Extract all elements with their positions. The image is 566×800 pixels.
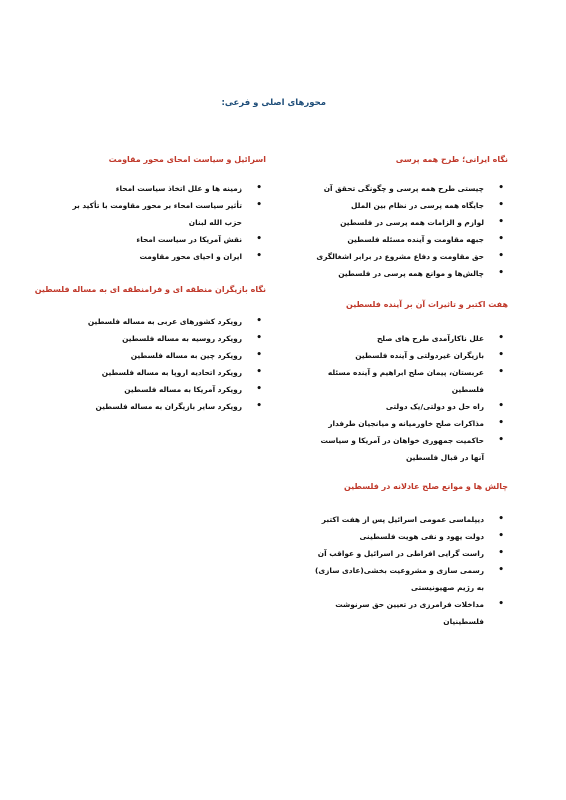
bullet-icon: •	[256, 384, 262, 394]
bullet-icon: •	[256, 350, 262, 360]
list-item: • تأثیر سیاست امحاء بر محور مقاومت با تأکید بر حزب الله لبنان	[66, 197, 266, 231]
section-october-seven	[288, 300, 508, 309]
list-item: • جایگاه همه پرسی در نظام بین الملل	[288, 197, 508, 214]
list-item: • حاکمیت جمهوری خواهان در آمریکا و سیاست آنها در قبال فلسطین	[316, 432, 508, 466]
bullet-icon: •	[256, 367, 262, 377]
list-item: • رویکرد روسیه به مساله فلسطین	[51, 330, 266, 347]
bullet-icon: •	[256, 316, 262, 326]
bullet-icon: •	[256, 333, 262, 343]
bullet-icon: •	[498, 565, 504, 575]
main-title: محورهای اصلی و فرعی:	[221, 98, 326, 108]
list-item: • مداخلات فرامرزی در تعیین حق سرنوشت فلسطینیان	[312, 596, 508, 630]
section-title: هفت اکتبر و تاثیرات آن بر آینده فلسطین	[346, 300, 508, 309]
bullet-icon: •	[498, 401, 504, 411]
bullet-icon: •	[256, 200, 262, 210]
section-iranian-view	[288, 155, 508, 164]
section-title: نگاه بازیگران منطقه ای و فرامنطقه ای به مساله فلسطین	[34, 285, 266, 294]
list-item: • علل ناکارآمدی طرح های صلح	[316, 330, 508, 347]
list-item: • لوازم و الزامات همه پرسی در فلسطین	[288, 214, 508, 231]
section-actors-view	[34, 285, 266, 294]
bullet-icon: •	[498, 514, 504, 524]
bullet-icon: •	[256, 401, 262, 411]
section-title: اسرائیل و سیاست امحای محور مقاومت	[108, 155, 266, 164]
list-item: • بازیگران غیردولتی و آینده فلسطین	[316, 347, 508, 364]
list-item: • راه حل دو دولتی/یک دولتی	[316, 398, 508, 415]
list-item: • نقش آمریکا در سیاست امحاء	[66, 231, 266, 248]
list-item: • رویکرد کشورهای عربی به مساله فلسطین	[51, 313, 266, 330]
list-item: • زمینه ها و علل اتخاذ سیاست امحاء	[66, 180, 266, 197]
list-challenges	[312, 511, 508, 630]
list-item: • دولت یهود و نفی هویت فلسطینی	[312, 528, 508, 545]
bullet-icon: •	[498, 217, 504, 227]
list-item: • جبهه مقاومت و آینده مسئله فلسطین	[288, 231, 508, 248]
bullet-icon: •	[498, 599, 504, 609]
list-item: • حق مقاومت و دفاع مشروع در برابر اشغالگری	[288, 248, 508, 265]
section-title: چالش ها و موانع صلح عادلانه در فلسطین	[343, 482, 508, 491]
bullet-icon: •	[256, 234, 262, 244]
list-item: • دیپلماسی عمومی اسرائیل پس از هفت اکتبر	[312, 511, 508, 528]
bullet-icon: •	[498, 548, 504, 558]
bullet-icon: •	[498, 418, 504, 428]
section-challenges	[288, 482, 508, 491]
bullet-icon: •	[256, 251, 262, 261]
section-israel-policy	[51, 155, 266, 164]
bullet-icon: •	[498, 350, 504, 360]
bullet-icon: •	[498, 333, 504, 343]
list-item: • رویکرد آمریکا به مساله فلسطین	[51, 381, 266, 398]
section-title: نگاه ایرانی؛ طرح همه پرسی	[395, 155, 508, 164]
bullet-icon: •	[498, 200, 504, 210]
list-item: • عربستان، پیمان صلح ابراهیم و آینده مسئله فلسطین	[316, 364, 508, 398]
list-iranian-view	[288, 180, 508, 282]
list-item: • رویکرد سایر بازیگران به مساله فلسطین	[51, 398, 266, 415]
list-item: • چالش‌ها و موانع همه پرسی در فلسطین	[288, 265, 508, 282]
list-item: • ایران و احیای محور مقاومت	[66, 248, 266, 265]
list-item: • راست گرایی افراطی در اسرائیل و عواقب آن	[312, 545, 508, 562]
list-october-seven	[316, 330, 508, 466]
list-item: • رویکرد اتحادیه اروپا به مساله فلسطین	[51, 364, 266, 381]
list-item: • چیستی طرح همه پرسی و چگونگی تحقق آن	[288, 180, 508, 197]
bullet-icon: •	[498, 367, 504, 377]
list-item: • مذاکرات صلح خاورمیانه و میانجیان طرفدار	[316, 415, 508, 432]
list-item: • رویکرد چین به مساله فلسطین	[51, 347, 266, 364]
list-actors-view	[51, 313, 266, 415]
list-item: • رسمی سازی و مشروعیت بخشی(عادی سازی) به رژیم صهیونیستی	[312, 562, 508, 596]
bullet-icon: •	[498, 251, 504, 261]
bullet-icon: •	[498, 268, 504, 278]
bullet-icon: •	[498, 531, 504, 541]
bullet-icon: •	[256, 183, 262, 193]
bullet-icon: •	[498, 435, 504, 445]
bullet-icon: •	[498, 234, 504, 244]
bullet-icon: •	[498, 183, 504, 193]
list-israel-policy	[66, 180, 266, 265]
